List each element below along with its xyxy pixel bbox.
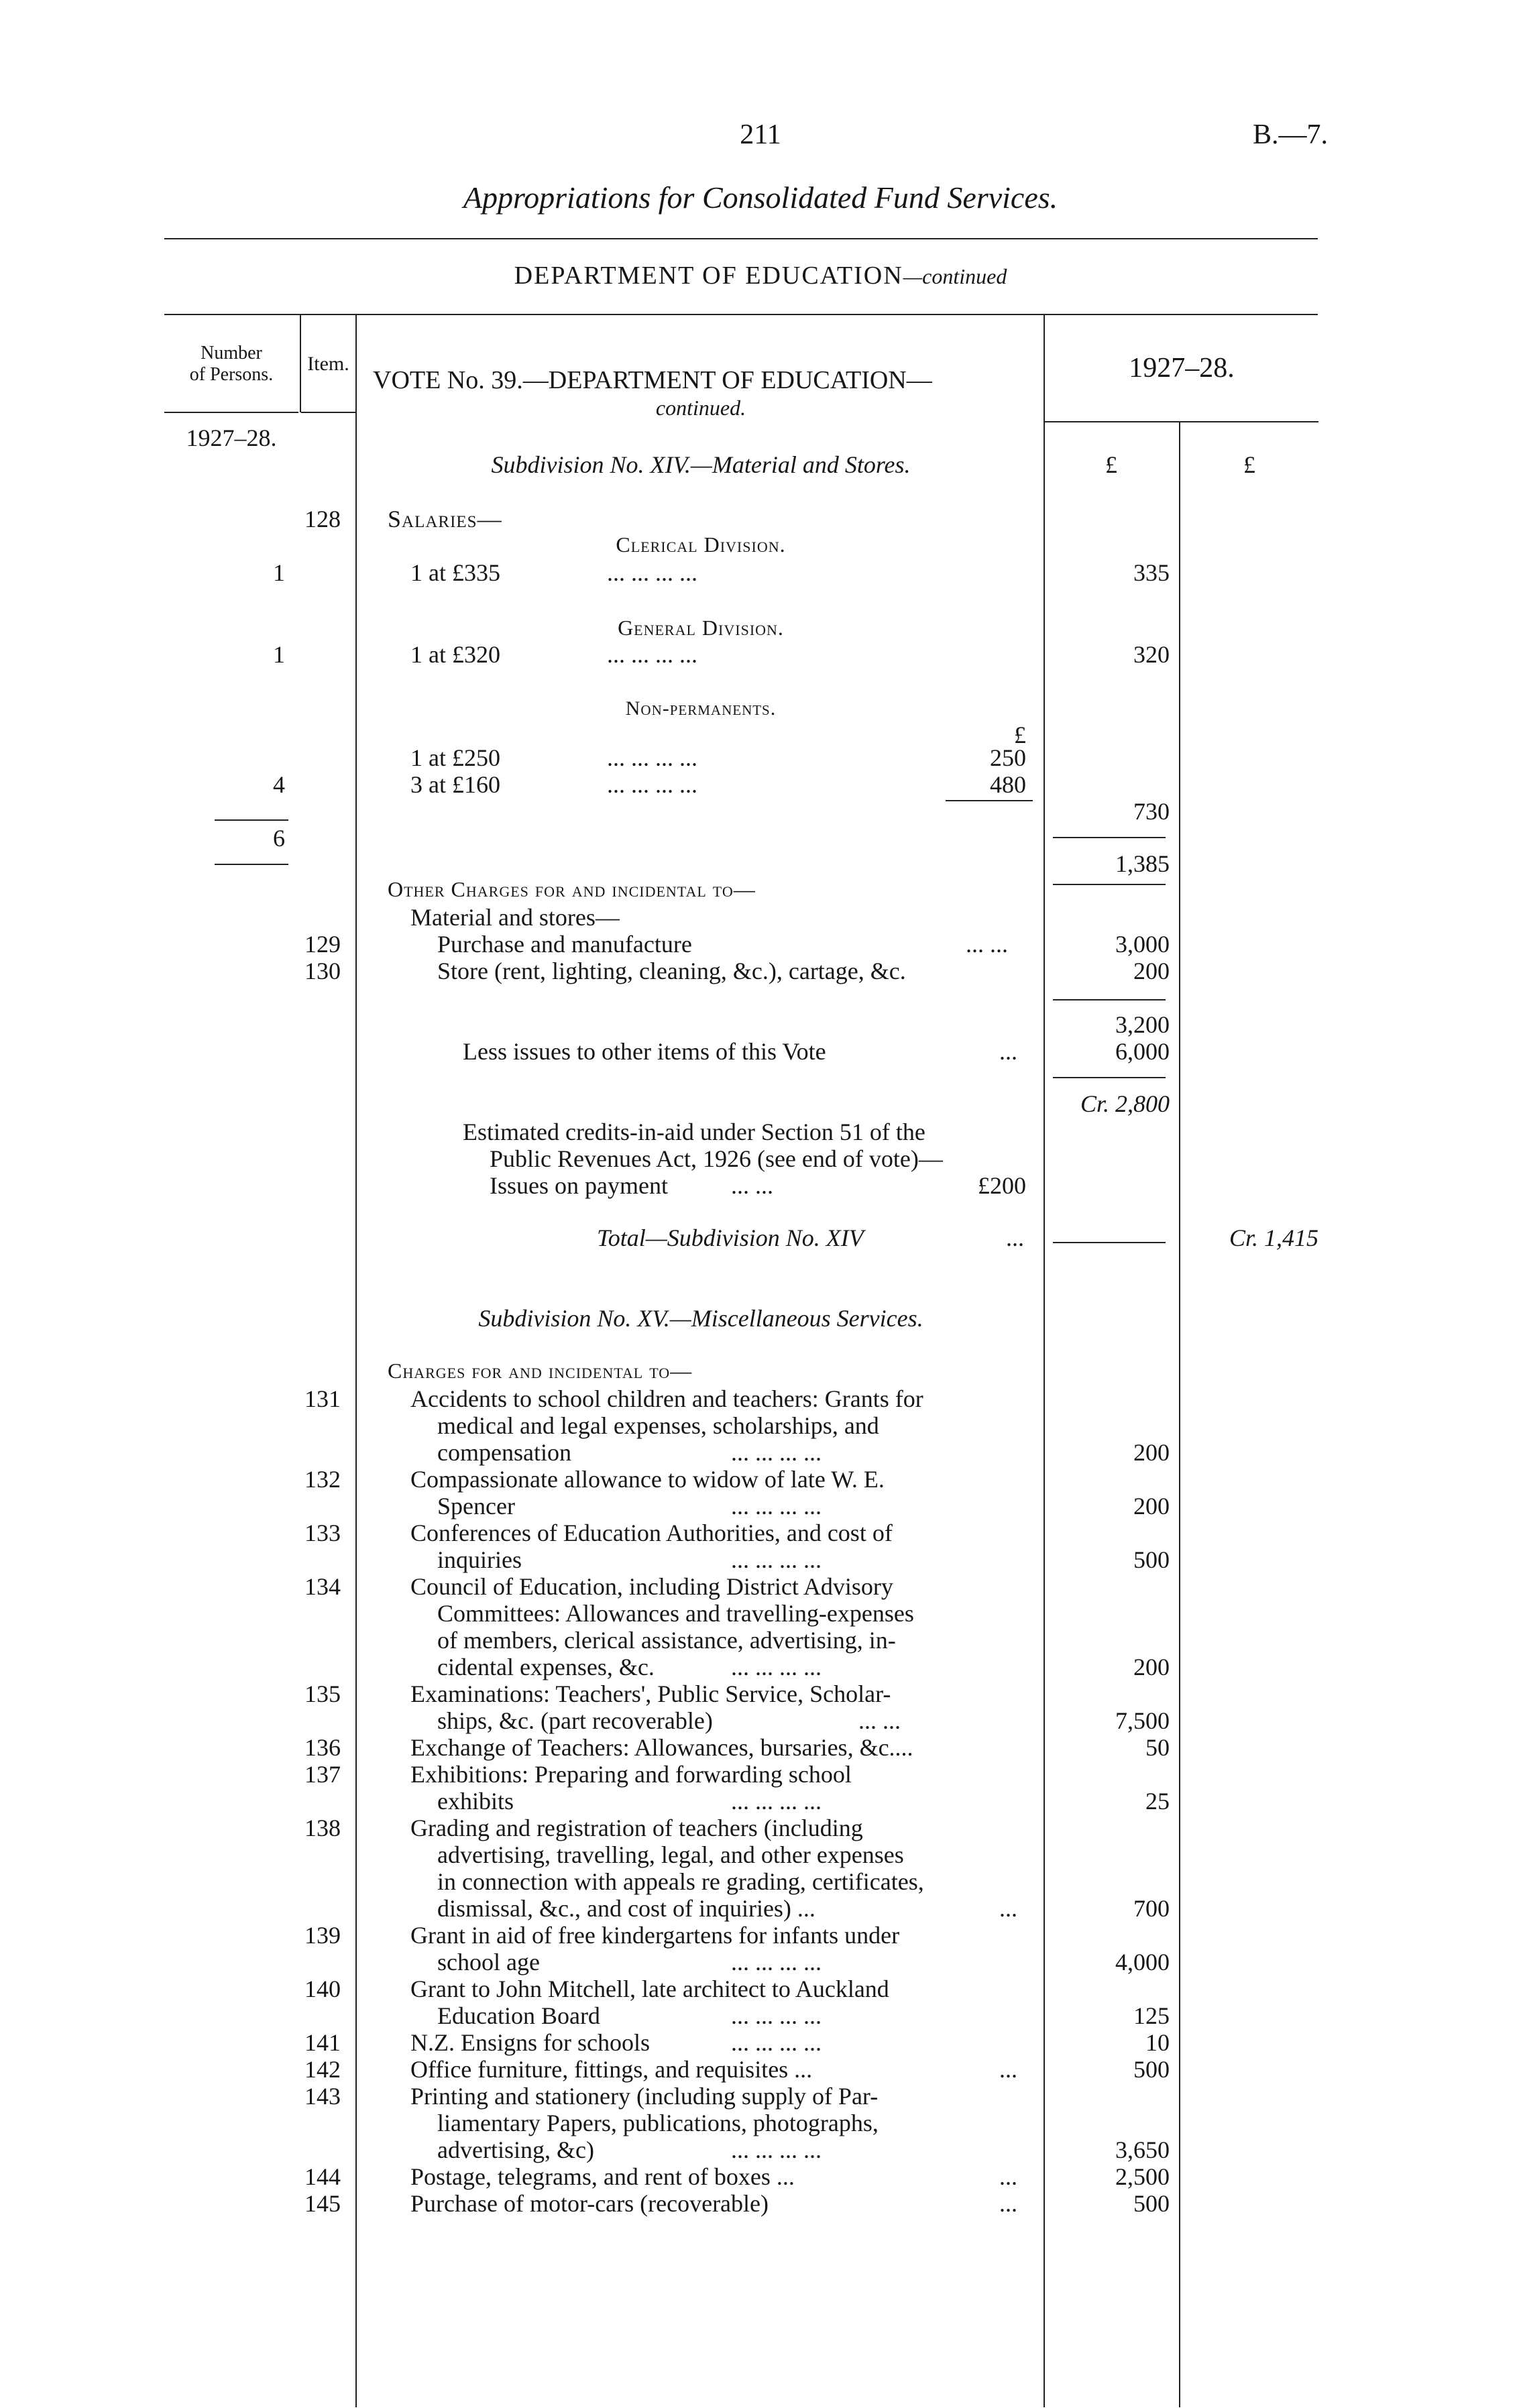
document-reference: B.—7. [1252,119,1328,150]
amount: 500 [1133,1546,1170,1573]
less-issues-text: Less issues to other items of this Vote [463,1038,826,1065]
item-number: 134 [304,1573,341,1600]
leader-dots: ... [999,1895,1017,1922]
material-heading: Material and stores— [410,904,620,931]
clerical-division-heading: Clerical Division. [616,532,786,557]
leader-dots: ... ... ... ... [731,1546,822,1573]
item-number: 131 [304,1385,341,1412]
item-number: 137 [304,1761,341,1788]
item-number: 130 [304,958,341,984]
amount: 50 [1145,1734,1170,1761]
rule [215,864,288,865]
leader-dots: ... ... ... ... [607,641,697,668]
amount: 25 [1145,1788,1170,1815]
amount: 335 [1133,559,1170,586]
credits-in-aid-line: Public Revenues Act, 1926 (see end of vote)— [490,1145,943,1172]
rule [164,238,1318,239]
persons-count: 4 [273,771,285,798]
item-number: 142 [304,2056,341,2083]
item-text: of members, clerical assistance, advertising, in- [437,1627,896,1654]
item-text: exhibits [437,1788,514,1815]
item-text: Council of Education, including District Advisory [410,1573,893,1600]
rule [1053,1077,1166,1078]
non-permanents-heading: Non-permanents. [625,697,777,720]
page-number: 211 [740,119,781,150]
leader-dots: ... ... ... ... [607,559,697,586]
leader-dots: ... ... ... ... [607,744,697,771]
leader-dots: ... [1006,1224,1024,1251]
amount: 4,000 [1115,1949,1170,1975]
leader-dots: ... ... ... ... [731,1439,822,1466]
item-text: cidental expenses, &c. [437,1654,655,1680]
item-text: Purchase and manufacture [437,931,692,958]
rule [215,819,288,821]
amount: 500 [1133,2190,1170,2217]
amount: 2,500 [1115,2163,1170,2190]
item-text: Store (rent, lighting, cleaning, &c.), cartage, &c. [437,958,906,984]
item-text: Education Board [437,2002,600,2029]
item-text: Office furniture, fittings, and requisites ... [410,2056,813,2083]
item-text: Grading and registration of teachers (including [410,1815,863,1841]
item-number: 141 [304,2029,341,2056]
item-number: 135 [304,1680,341,1707]
item-text: dismissal, &c., and cost of inquiries) ... [437,1895,815,1922]
salary-line: 1 at £250 [410,744,500,771]
amount: 500 [1133,2056,1170,2083]
item-text: Spencer [437,1493,515,1520]
item-text: inquiries [437,1546,522,1573]
persons-count: 1 [273,641,285,668]
header-year-left: 1927–28. [186,424,277,451]
persons-count: 1 [273,559,285,586]
rule [1053,837,1166,838]
amount: 730 [1133,798,1170,825]
leader-dots: ... ... [966,931,1008,958]
subdivision-15-title: Subdivision No. XV.—Miscellaneous Services. [478,1305,923,1332]
item-number: 132 [304,1466,341,1493]
amount: £200 [978,1172,1026,1199]
credits-in-aid-line: Estimated credits-in-aid under Section 51 of the [463,1119,925,1145]
item-text: medical and legal expenses, scholarships, and [437,1412,879,1439]
item-text: Grant to John Mitchell, late architect to Auckland [410,1975,889,2002]
rule [1044,421,1318,422]
item-text: N.Z. Ensigns for schools [410,2029,650,2056]
column-rule [1044,315,1045,2407]
leader-dots: ... [999,2163,1017,2190]
leader-dots: ... ... [858,1707,901,1734]
item-text: compensation [437,1439,571,1466]
amount: 3,000 [1115,931,1170,958]
header-item: Item. [307,353,349,375]
item-number: 139 [304,1922,341,1949]
amount: 250 [990,744,1026,771]
amount: 200 [1133,1439,1170,1466]
amount: 200 [1133,1493,1170,1520]
vote-continued: continued. [655,396,746,420]
pound-sign: £ [1014,722,1026,748]
pound-sign-inner: £ [1105,451,1117,478]
charges-heading: Charges for and incidental to— [388,1359,693,1383]
header-number-of-persons-2: of Persons. [189,364,274,385]
salary-line: 1 at £320 [410,641,500,668]
amount: 6,000 [1115,1038,1170,1065]
item-number: 140 [304,1975,341,2002]
rule [946,800,1033,801]
item-text: liamentary Papers, publications, photographs, [437,2110,879,2136]
credit-amount: Cr. 2,800 [1080,1090,1170,1117]
salary-line: 1 at £335 [410,559,500,586]
item-number: 136 [304,1734,341,1761]
item-number: 133 [304,1520,341,1546]
item-text: ships, &c. (part recoverable) [437,1707,713,1734]
item-number: 138 [304,1815,341,1841]
header-year: 1927–28. [1129,353,1235,384]
amount: 125 [1133,2002,1170,2029]
amount: 320 [1133,641,1170,668]
item-text: Conferences of Education Authorities, and cost of [410,1520,893,1546]
amount: 700 [1133,1895,1170,1922]
leader-dots: ... ... ... ... [731,1493,822,1520]
item-text: Exchange of Teachers: Allowances, bursaries, &c.... [410,1734,913,1761]
amount: 3,650 [1115,2136,1170,2163]
item-text: school age [437,1949,540,1975]
header-number-of-persons: Number [201,343,262,363]
subdivision-14-title: Subdivision No. XIV.—Material and Stores. [491,451,911,478]
credits-in-aid-line: Issues on payment [490,1172,668,1199]
leader-dots: ... [999,2056,1017,2083]
item-text: Printing and stationery (including supply of Par- [410,2083,879,2110]
leader-dots: ... ... ... ... [607,771,697,798]
amount: 200 [1133,1654,1170,1680]
rule [164,412,298,413]
department-heading: DEPARTMENT OF EDUCATION—continued [514,262,1007,290]
amount: 480 [990,771,1026,798]
general-division-heading: General Division. [618,616,784,640]
rule [164,314,1318,315]
item-text: in connection with appeals re grading, certificates, [437,1868,924,1895]
item-text: Compassionate allowance to widow of late W. E. [410,1466,885,1493]
item-text: Exhibitions: Preparing and forwarding school [410,1761,852,1788]
item-number: 143 [304,2083,341,2110]
pound-sign-outer: £ [1243,451,1255,478]
rule [1053,884,1166,885]
item-number: 129 [304,931,341,958]
amount: 200 [1133,958,1170,984]
subdivision-14-total: Cr. 1,415 [1229,1224,1318,1251]
persons-total: 6 [273,825,285,852]
column-rule [1179,422,1180,2407]
item-number: 128 [304,506,341,532]
running-title: Appropriations for Consolidated Fund Services. [463,180,1058,215]
vote-title: VOTE No. 39.—DEPARTMENT OF EDUCATION— [373,366,932,394]
item-text: Postage, telegrams, and rent of boxes ... [410,2163,795,2190]
leader-dots: ... ... ... ... [731,2136,822,2163]
amount: 10 [1145,2029,1170,2056]
leader-dots: ... ... ... ... [731,2002,822,2029]
amount: 3,200 [1115,1011,1170,1038]
subdivision-14-total-label: Total—Subdivision No. XIV [597,1224,864,1251]
item-text: advertising, travelling, legal, and other expenses [437,1841,904,1868]
amount: 1,385 [1115,850,1170,877]
leader-dots: ... ... ... ... [731,1949,822,1975]
item-text: Grant in aid of free kindergartens for infants under [410,1922,900,1949]
rule [1053,999,1166,1000]
leader-dots: ... ... ... ... [731,2029,822,2056]
amount: 7,500 [1115,1707,1170,1734]
salaries-heading: Salaries— [388,506,502,532]
salary-line: 3 at £160 [410,771,500,798]
leader-dots: ... ... ... ... [731,1654,822,1680]
leader-dots: ... [999,2190,1017,2217]
item-text: Accidents to school children and teachers: Grants for [410,1385,923,1412]
item-text: Examinations: Teachers', Public Service, Scholar- [410,1680,891,1707]
leader-dots: ... ... [731,1172,773,1199]
leader-dots: ... ... ... ... [731,1788,822,1815]
column-rule [355,315,357,2407]
other-charges-heading: Other Charges for and incidental to— [388,877,756,901]
item-text: Committees: Allowances and travelling-expenses [437,1600,914,1627]
rule [1053,1242,1166,1243]
leader-dots: ... [999,1038,1017,1065]
item-text: Purchase of motor-cars (recoverable) [410,2190,769,2217]
item-number: 144 [304,2163,341,2190]
rule [301,412,355,413]
item-number: 145 [304,2190,341,2217]
item-text: advertising, &c) [437,2136,594,2163]
